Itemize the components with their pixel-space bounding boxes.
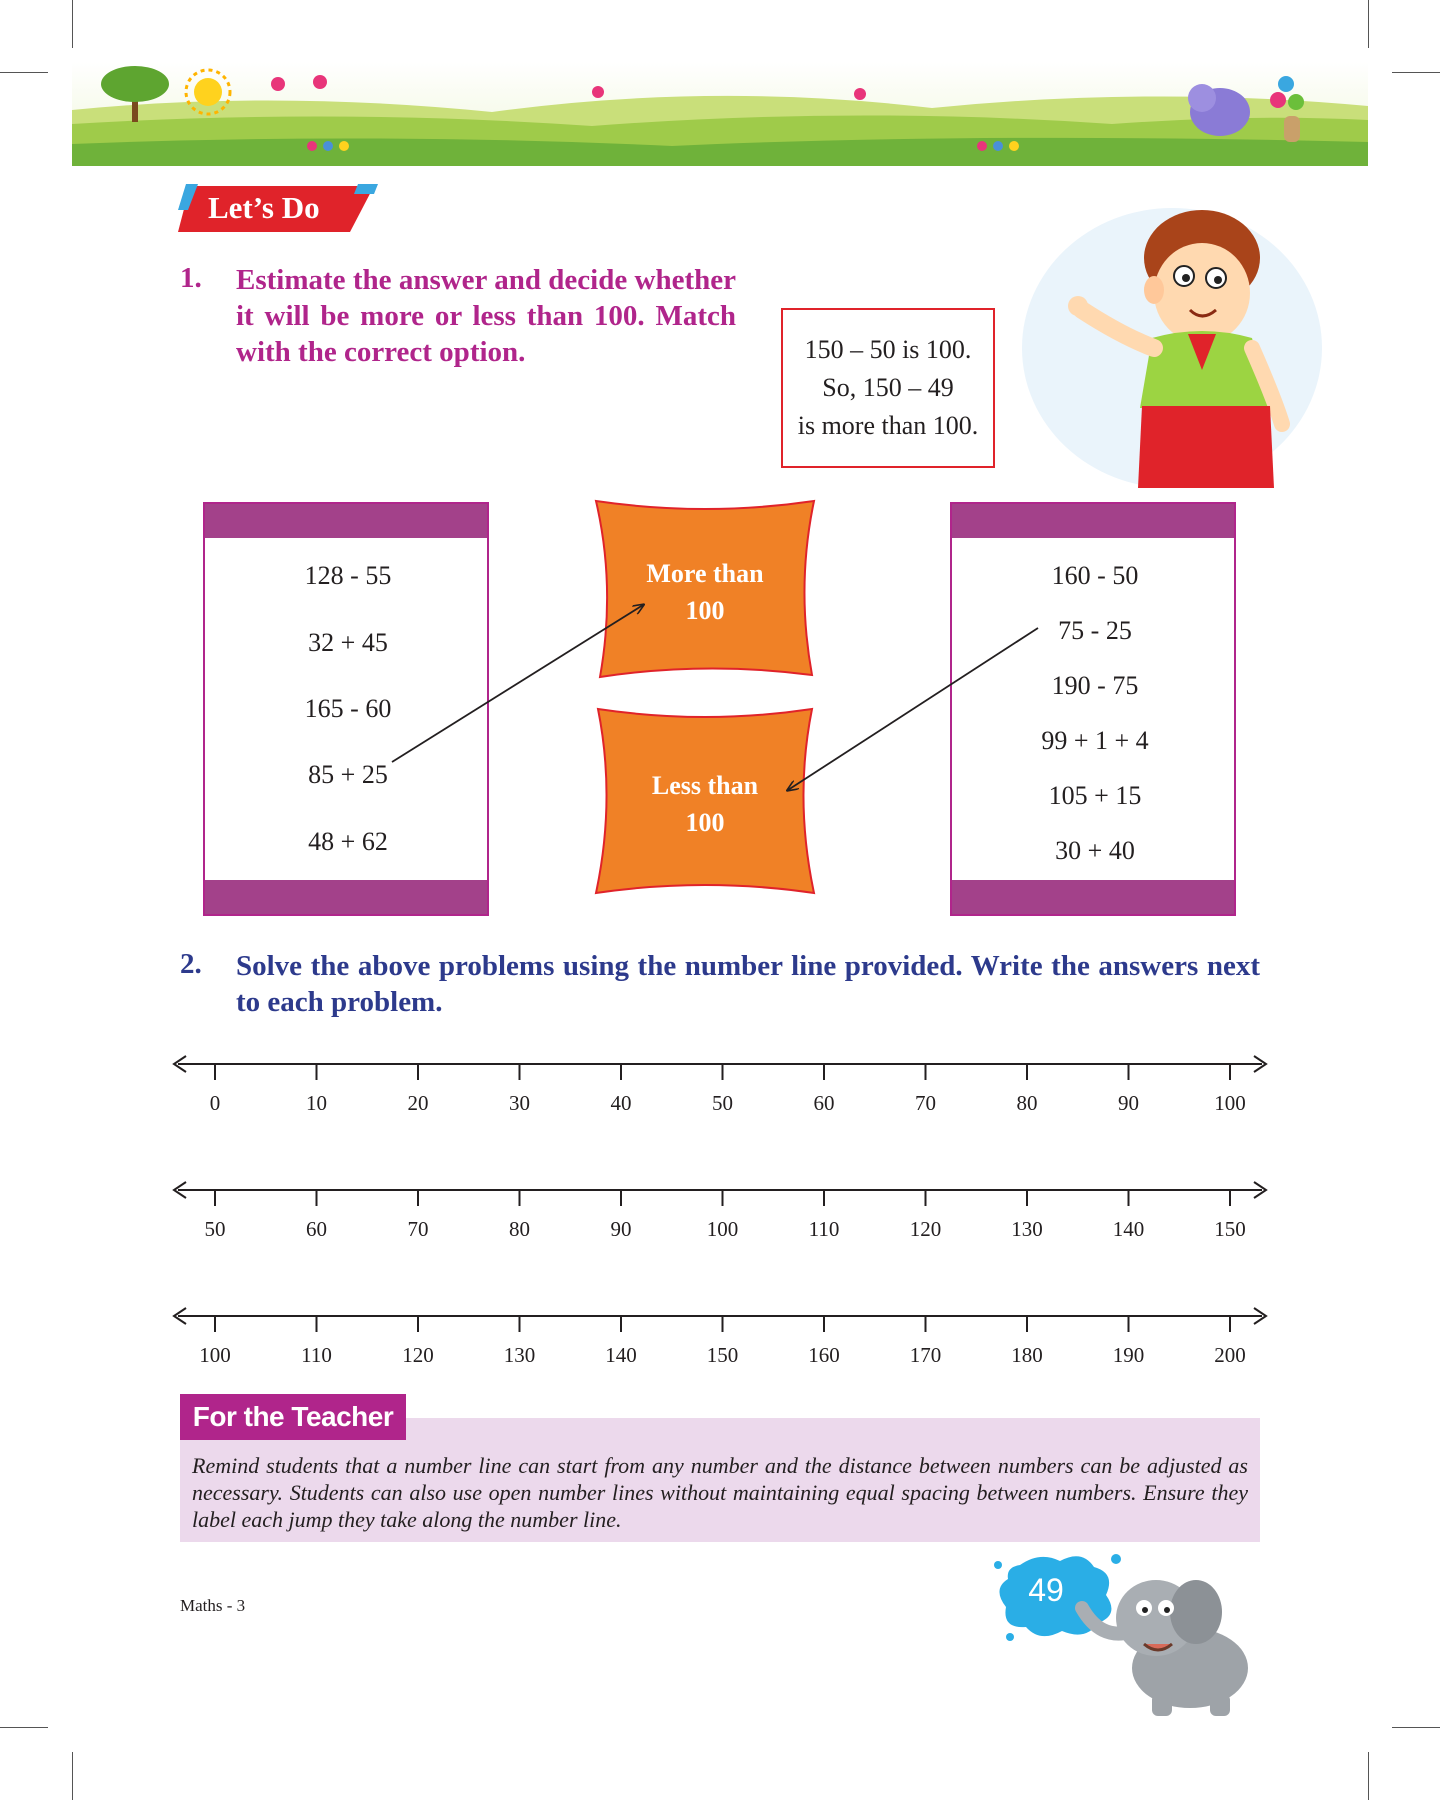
number-line-0-100 — [170, 1052, 1270, 1122]
number-line-50-150 — [170, 1178, 1270, 1248]
crop-mark — [72, 1752, 73, 1800]
tick-label: 50 — [712, 1091, 733, 1115]
expression-item[interactable]: 165 - 60 — [304, 694, 392, 723]
tick-label: 100 — [199, 1343, 231, 1367]
crop-mark — [1392, 1727, 1440, 1728]
tick-label: 150 — [706, 1343, 739, 1367]
tick-label: 100 — [706, 1217, 739, 1241]
option-label-line: 100 — [685, 596, 725, 625]
crop-mark — [1368, 0, 1369, 48]
tick-label: 150 — [1214, 1217, 1246, 1241]
expression-item[interactable]: 105 + 15 — [1048, 781, 1142, 810]
tick-label: 160 — [808, 1343, 840, 1367]
expression-item[interactable]: 128 - 55 — [304, 561, 392, 590]
lets-do-label: Let’s Do — [208, 190, 320, 225]
boy-pointing-illustration — [1012, 198, 1322, 488]
tick-label: 30 — [509, 1091, 530, 1115]
question-2-text: Solve the above problems using the number line provided. Write the answers next to each problem. — [236, 950, 1260, 1018]
tick-label: 90 — [610, 1217, 632, 1241]
right-expression-box — [950, 502, 1236, 916]
hint-line: 150 – 50 is 100. — [804, 335, 972, 364]
tick-label: 70 — [407, 1217, 429, 1241]
tick-label: 50 — [204, 1217, 226, 1241]
tick-label: 80 — [1016, 1091, 1038, 1115]
crop-mark — [1368, 1752, 1369, 1800]
expression-item[interactable]: 75 - 25 — [1058, 616, 1132, 645]
tick-label: 110 — [301, 1343, 332, 1367]
box-footer-band — [205, 880, 487, 914]
tick-label: 40 — [610, 1091, 632, 1115]
expression-item[interactable]: 85 + 25 — [308, 760, 388, 789]
tick-label: 80 — [509, 1217, 530, 1241]
tick-label: 110 — [808, 1217, 840, 1241]
expression-item[interactable]: 190 - 75 — [1051, 671, 1139, 700]
tick-label: 200 — [1214, 1343, 1246, 1367]
expression-item[interactable]: 48 + 62 — [308, 827, 388, 856]
elephant-illustration — [1070, 1560, 1270, 1720]
crop-mark — [72, 0, 73, 48]
footer-subject: Maths - 3 — [180, 1596, 246, 1615]
option-label-line: Less than — [651, 771, 759, 800]
question-2-number: 2. — [180, 948, 202, 980]
tick-label: 70 — [915, 1091, 936, 1115]
crop-mark — [0, 72, 48, 73]
hint-line: is more than 100. — [797, 411, 979, 440]
box-header-band — [205, 504, 487, 538]
left-expression-box — [203, 502, 489, 916]
teacher-note-title: For the Teacher — [180, 1394, 406, 1440]
tick-label: 190 — [1112, 1343, 1145, 1367]
page-number: 49 — [1028, 1572, 1064, 1608]
tick-label: 140 — [1112, 1217, 1145, 1241]
tick-label: 10 — [306, 1091, 327, 1115]
tick-label: 120 — [402, 1343, 434, 1367]
tick-label: 130 — [1011, 1217, 1043, 1241]
hint-line: So, 150 – 49 — [822, 373, 954, 402]
tick-label: 20 — [407, 1091, 429, 1115]
teacher-note-text: Remind students that a number line can start from any number and the distance between numbers can be adjusted as necessary. Students can also use open number lines without maintaining equal spacing between numbers. Ensure they label each jump they take along the number line. — [192, 1453, 1248, 1532]
box-header-band — [952, 504, 1234, 538]
more-than-100-option[interactable] — [590, 555, 820, 629]
tick-label: 90 — [1118, 1091, 1139, 1115]
less-than-100-option[interactable] — [590, 767, 820, 841]
question-1-number: 1. — [180, 262, 202, 294]
expression-item[interactable]: 99 + 1 + 4 — [1041, 726, 1149, 755]
crop-mark — [0, 1727, 48, 1728]
crop-mark — [1392, 72, 1440, 73]
option-label-line: 100 — [685, 808, 725, 837]
box-footer-band — [952, 880, 1234, 914]
tick-label: 180 — [1011, 1343, 1043, 1367]
expression-item[interactable]: 160 - 50 — [1051, 561, 1139, 590]
number-line-100-200 — [170, 1304, 1270, 1374]
question-1-text: Estimate the answer and decide whether it will be more or less than 100. Match with the correct option. — [236, 264, 736, 368]
tick-label: 100 — [1214, 1091, 1246, 1115]
expression-item[interactable]: 32 + 45 — [308, 628, 388, 657]
tick-label: 120 — [909, 1217, 942, 1241]
tick-label: 0 — [209, 1091, 221, 1115]
expression-item[interactable]: 30 + 40 — [1055, 836, 1135, 865]
hint-box — [781, 308, 995, 468]
header-banner-illustration — [72, 62, 1368, 166]
tick-label: 170 — [909, 1343, 942, 1367]
tick-label: 60 — [306, 1217, 327, 1241]
option-label-line: More than — [646, 559, 764, 588]
tick-label: 130 — [503, 1343, 536, 1367]
tick-label: 140 — [605, 1343, 637, 1367]
tick-label: 60 — [813, 1091, 835, 1115]
